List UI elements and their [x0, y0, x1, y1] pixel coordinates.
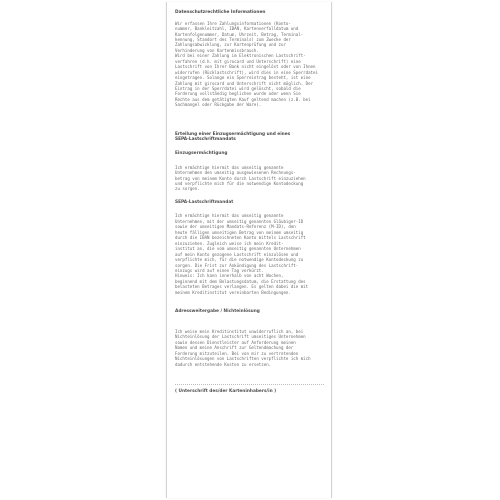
- text-line: kennung, Standort des Terminals) zum Zwecke der: [175, 36, 291, 42]
- text-line: einzugs wird auf einen Tag verkürzt.: [175, 268, 264, 274]
- text-line: Wir erfassen Ihre Zahlungsinformationen (Konto-: [175, 20, 291, 26]
- text-line: Ich weise mein Kreditinstitut unwiderruflich an, bei: [175, 328, 304, 334]
- einzug-text: [175, 165, 324, 192]
- mandate-heading-line-2: SEPA-Lastschriftmandats: [175, 137, 236, 143]
- text-line: Kartenfolgenummer, Datum, Uhrzeit, Betrag, Terminal-: [175, 31, 304, 37]
- text-line: einzuziehen. Zugleich weise ich mein Kredit-: [175, 240, 284, 246]
- text-line: Unternehmen den umseitig ausgewiesenen Rechnungs-: [175, 170, 296, 176]
- text-line: Zahlungsabwicklung, zur Kartenprüfung und zur: [175, 42, 286, 48]
- text-line: meinem Kreditinstitut vereinbarten Bedingungen.: [175, 289, 291, 295]
- text-line: nummer, Bankleitzahl, IBAN, Kartenverfalldatum und: [175, 26, 299, 32]
- text-line: Hinweis: Ich kann innerhalb von acht Wochen,: [175, 273, 284, 279]
- address-heading: Adressweitergabe / Nichteinlösung: [175, 309, 260, 315]
- sepa-text: [175, 213, 324, 295]
- receipt-back: [166, 2, 332, 498]
- signature-line: [175, 384, 324, 385]
- privacy-heading: Datenschutzrechtliche Informationen: [175, 10, 266, 15]
- mandate-heading-line-1: Erteilung einer Einzugsermächtigung und eines: [175, 131, 291, 137]
- text-line: Rechte aus dem getätigten Kauf geltend machen (z.B. bei: [175, 96, 311, 102]
- text-line: Eintrag in der Sperrdatei wird gelöscht, sobald die: [175, 86, 301, 92]
- text-line: widerrufen (Rücklastschrift), wird dies in eine Sperrdatei: [175, 69, 318, 75]
- text-line: Ich ermächtige hiermit das umseitig genannte: [175, 213, 284, 219]
- text-line: Ich ermächtige hiermit das umseitig genannte: [175, 164, 284, 170]
- text-line: verpflichte mich, für die notwendige Kontodeckung zu: [175, 257, 304, 263]
- einzug-heading: Einzugsermächtigung: [175, 151, 228, 157]
- text-line: Wird bei einer Zahlung im Elektronischen Lastschrift-: [175, 53, 306, 59]
- text-line: sowie dessen Dienstleister auf Anforderung meinen: [175, 339, 296, 345]
- text-line: institut an, die vom umseitig genannten Unternehmen: [175, 246, 301, 252]
- text-line: belasteten Betrages verlangen. Es gelten dabei die mit: [175, 284, 309, 290]
- address-text: [175, 329, 324, 367]
- text-line: Verhinderung von Kartenmissbrauch.: [175, 47, 259, 53]
- text-line: verfahren (d.h. mit girocard und Unterschrift) eine: [175, 58, 301, 64]
- text-line: Nichteinlösung der Lastschrift umseitiges Unternehmen: [175, 334, 306, 340]
- text-line: Lastschrift von Ihrer Bank nicht eingelöst oder von Ihnen: [175, 64, 316, 70]
- text-line: Forderung mitzuteilen. Bei von mir zu vertretenden: [175, 350, 299, 356]
- text-line: Nichteinlösungen von Lastschriften verpflichte ich mich: [175, 356, 311, 362]
- text-line: eingetragen. Solange ein Sperreintrag besteht, ist eine: [175, 75, 311, 81]
- sepa-heading: SEPA-Lastschriftmandat: [175, 199, 234, 205]
- signature-label: ( Unterschrift des/der Karteninhabers/in ): [175, 389, 277, 395]
- text-line: zu sorgen.: [175, 186, 200, 192]
- text-line: Sachmangel oder Rückgabe der Ware).: [175, 102, 262, 108]
- text-line: durch die IBAN bezeichneten Konto mittels Lastschrift: [175, 235, 306, 241]
- text-line: Forderung vollständig beglichen wurde oder wenn Sie: [175, 91, 301, 97]
- text-line: auf mein Konto gezogene Lastschrift einzulösen und: [175, 251, 299, 257]
- text-line: dadurch entstehende Kosten zu ersetzen.: [175, 361, 272, 367]
- text-line: Zahlung mit girocard und Unterschrift nicht möglich. Der: [175, 80, 314, 86]
- text-line: beginnend mit dem Belastungsdatum, die Erstattung des: [175, 278, 306, 284]
- text-line: sowie der umseitigen Mandats-Referenz (M-ID), den: [175, 224, 296, 230]
- text-line: betrag von meinem Konto durch Lastschrift einzuziehen: [175, 175, 306, 181]
- text-line: Namen und meine Anschrift zur Geltendmachung der: [175, 345, 294, 351]
- text-line: sorgen. Die Frist zur Ankündigung des Lastschrift-: [175, 262, 299, 268]
- text-line: und verpflichte mich für die notwendige Kontodeckung: [175, 180, 304, 186]
- text-line: Unternehmen, mit der umseitig genannten Gläubiger-ID: [175, 218, 304, 224]
- text-line: heute fälligen umseitigen Betrag von meinem umseitig: [175, 229, 304, 235]
- privacy-text: [175, 21, 324, 108]
